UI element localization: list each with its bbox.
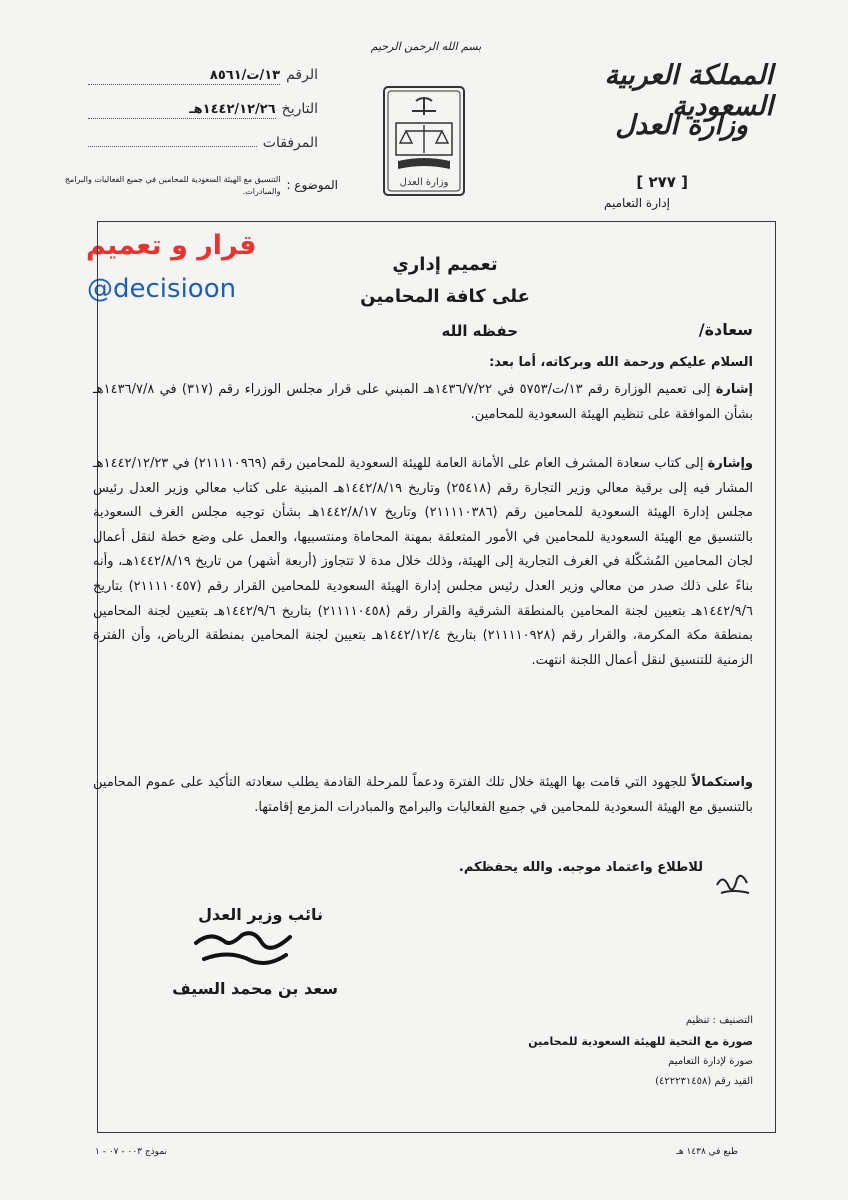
basmala: بسم الله الرحمن الرحيم: [370, 40, 482, 53]
paragraph-3-text: للجهود التي قامت بها الهيئة خلال تلك الفترة ودعماً للمرحلة القادمة يطلب سعادته التأكيد على عموم المحامين بالتنسيق مع الهيئة السعودية للمحامين في جميع الفعاليات والبرامج والمبادرات المزمع إقامتها.: [93, 775, 753, 815]
copy-to-sba: صورة مع التحية للهيئة السعودية للمحامين: [528, 1035, 753, 1048]
subject-label: الموضوع :: [286, 178, 338, 192]
record-number: القيد رقم (٤٢٢٢٣١٤٥٨): [655, 1076, 753, 1087]
initials-signature-icon: [713, 865, 753, 901]
document-number: [ ٢٧٧ ]: [636, 173, 688, 191]
date-field: [88, 101, 318, 119]
reference-number-value: ١٣/ت/٨٥٦١: [88, 68, 280, 85]
department-name: إدارة التعاميم: [604, 196, 670, 210]
signatory-name: سعد بن محمد السيف: [172, 979, 338, 998]
paragraph-2-text: إلى كتاب سعادة المشرف العام على الأمانة العامة للهيئة السعودية للمحامين رقم (٢١١١١٠٩٦٩) في ١٤٤٢/١٢/٢٣هـ المشار فيه إلى برقية معالي وزير التجارة رقم (٢٥٤١٨) وتاريخ ١٤٤٢/٨/١٩هـ المبنية على كتاب معالي وزير العدل رئيس مجلس إدارة الهيئة السعودية للمحامين رقم (٢١١١١٠٣٨٦) وتاريخ ١٤٤٢/٨/١٧هـ بشأن توجيه مجلس الغرف السعودية بالتنسيق مع الهيئة السعودية للمحامين في الأمور المتعلقة بمهنة المحاماة ومنتسبيها، والعمل على وضع خطة لنقل أعمال لجان المحامين المُشكّلة في الغرف التجارية إلى الهيئة، وذلك خلال مدة لا تتجاوز (أربعة أشهر) من تاريخ ١٤٤٢/٨/١٩هـ، وأنه بناءً على ذلك صدر من معالي وزير العدل رئيس مجلس إدارة الهيئة السعودية للمحامين القرار رقم (٢١١١١٠٤٥٧) بتاريخ ١٤٤٢/٩/٦هـ بتعيين لجنة المحامين بالمنطقة الشرقية والقرار رقم (٢١١١١٠٤٥٨) بتاريخ ١٤٤٢/٩/٦هـ بتعيين لجنة المحامين بمنطقة مكة المكرمة، والقرار رقم (٢١١١١٠٩٢٨) بتاريخ ١٤٤٢/١٢/٤هـ بتعيين لجنة المحامين بمنطقة الرياض، وأن الفترة الزمنية للتنسيق لنقل أعمال اللجنة انتهت.: [93, 456, 754, 668]
subject-value: التنسيق مع الهيئة السعودية للمحامين في جميع الفعاليات والبرامج والمبادرات.: [64, 175, 281, 196]
classification: التصنيف : تنظيم: [685, 1015, 753, 1026]
reference-number-label: الرقم: [286, 67, 318, 83]
date-value: ١٤٤٢/١٢/٢٦هـ: [88, 102, 276, 119]
ministry-emblem-icon: [382, 85, 466, 197]
paragraph-3-lead: واستكمالاً: [691, 775, 753, 790]
attachments-label: المرفقات: [262, 135, 318, 151]
paragraph-1-text: إلى تعميم الوزارة رقم ١٣/ت/٥٧٥٣ في ١٤٣٦/٧/٢٢هـ المبني على قرار مجلس الوزراء رقم (٣١٧) في ١٤٣٦/٧/٨هـ بشأن الموافقة على تنظيم الهيئة السعودية للمحامين.: [93, 382, 753, 422]
attachments-value: [88, 145, 257, 147]
date-label: التاريخ: [281, 101, 318, 117]
form-number: نموذج ٠٠٣ - ٠٧ - ١: [95, 1147, 168, 1157]
circular-audience: على كافة المحامين: [360, 286, 530, 307]
emblem-text: وزارة العدل: [399, 177, 449, 188]
reference-number-field: [88, 67, 318, 85]
closing-line: للاطلاع واعتماد موجبه. والله يحفظكم.: [458, 860, 703, 875]
signature-icon: [190, 925, 300, 971]
circular-title: تعميم إداري: [392, 254, 498, 275]
copy-to-circulars: صورة لإدارة التعاميم: [668, 1056, 753, 1067]
paragraph-3: [93, 771, 753, 820]
signatory-title: نائب وزير العدل: [198, 905, 323, 924]
paragraph-2-lead: وإشارة: [707, 456, 753, 471]
addressee: سعادة/: [698, 320, 753, 339]
salutation: حفظه الله: [441, 322, 518, 340]
paragraph-1-lead: إشارة: [715, 382, 753, 397]
greeting: السلام عليكم ورحمة الله وبركاته، أما بعد:: [489, 355, 753, 370]
attachments-field: [88, 135, 318, 151]
subject-field: [40, 174, 338, 198]
kingdom-name: المملكة العربية السعودية: [604, 60, 773, 122]
paragraph-2: [93, 452, 753, 673]
watermark-title: قرار و تعميم: [86, 230, 257, 261]
printed-year: طبع في ١٤٣٨ هـ: [676, 1147, 738, 1157]
ministry-name: وزارة العدل: [615, 110, 748, 141]
watermark-handle: @decisioon: [87, 274, 237, 304]
paragraph-1: [93, 378, 753, 427]
